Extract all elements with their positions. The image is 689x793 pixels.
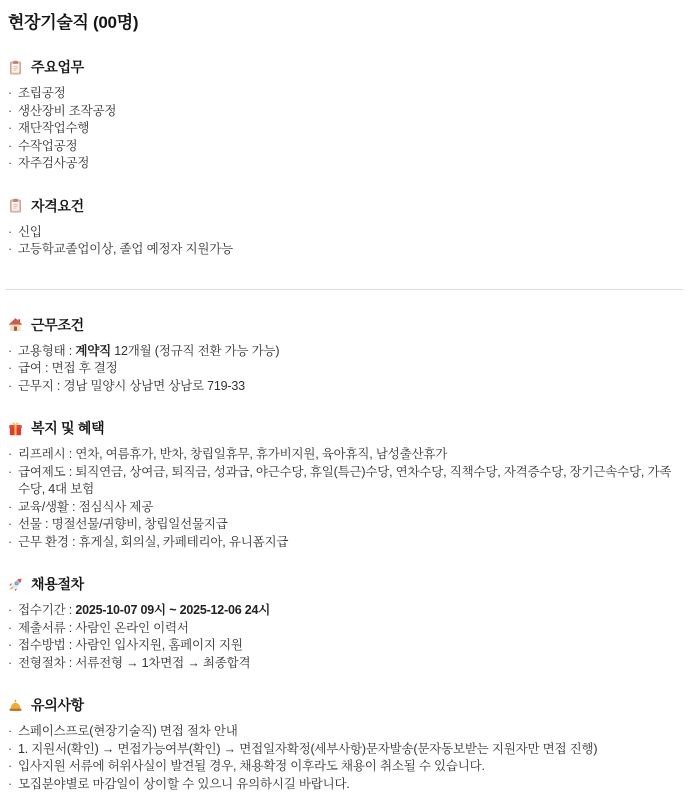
item-text [18,343,279,361]
item-text [18,360,118,378]
bullet-list [8,85,683,173]
item-text [18,655,250,673]
item-text [18,378,245,396]
bullet: · [8,343,18,361]
page-title: 현장기술직 (00명) [8,12,683,34]
list-item [8,776,683,793]
list-item [8,224,683,242]
item-text [18,446,447,464]
list-item [8,655,683,673]
bullet: · [8,103,18,121]
item-text-regular: 자주검사공정 [18,156,89,170]
item-text-regular: 1. 지원서(확인) → 면접가능여부(확인) → 면접일자확정(세부사항)문자발송(문자동보받는 지원자만 면접 진행) [18,742,597,756]
bell-icon [8,698,23,713]
bullet: · [8,499,18,517]
bullet: · [8,516,18,534]
bullet-list [8,723,683,793]
section-title: 자격요건 [31,197,84,215]
section-header [8,696,683,714]
item-text [18,776,350,793]
item-text-bold: 계약직 [75,344,111,358]
item-text [18,534,288,552]
list-item [8,602,683,620]
rocket-icon [8,577,23,592]
section-header [8,419,683,437]
section-notices [8,696,683,793]
bullet: · [8,776,18,793]
bullet-list [8,602,683,672]
item-text [18,103,116,121]
item-text-regular: 모집분야별로 마감일이 상이할 수 있으니 유의하시길 바랍니다. [18,777,350,791]
item-text [18,224,42,242]
item-text [18,241,233,259]
item-text-regular: 리프레시 : 연차, 여름휴가, 반차, 창립일휴무, 휴가비지원, 육아휴직, 남성출산휴가 [18,447,447,461]
section-hiring-process [8,575,683,672]
section-header [8,575,683,593]
list-item [8,446,683,464]
item-text-regular: 수작업공정 [18,139,77,153]
section-title: 주요업무 [31,58,84,76]
item-text-bold: 2025-10-07 09시 ~ 2025-12-06 24시 [75,603,270,617]
item-text [18,516,228,534]
bullet: · [8,741,18,759]
list-item [8,516,683,534]
section-header [8,197,683,215]
item-text-regular: 근무지 : 경남 밀양시 상남면 상남로 719-33 [18,379,245,393]
item-text-regular: 고등학교졸업이상, 졸업 예정자 지원가능 [18,242,233,256]
item-text [18,499,153,517]
bullet: · [8,241,18,259]
item-text-regular: 재단작업수행 [18,121,89,135]
item-text-regular: 전형절차 : 서류전형 → 1차면접 → 최종합격 [18,656,250,670]
section-header [8,58,683,76]
list-item [8,499,683,517]
bullet: · [8,637,18,655]
divider [6,289,683,290]
list-item [8,343,683,361]
list-item [8,620,683,638]
list-item [8,464,683,499]
bullet: · [8,723,18,741]
bullet: · [8,758,18,776]
list-item [8,741,683,759]
bullet: · [8,534,18,552]
item-text [18,741,597,759]
section-title: 근무조건 [31,316,84,334]
bullet-list [8,446,683,551]
list-item [8,723,683,741]
item-text-regular: 접수방법 : 사람인 입사지원, 홈페이지 지원 [18,638,243,652]
item-text-regular: 근무 환경 : 휴게실, 회의실, 카페테리아, 유니폼지급 [18,535,288,549]
bullet-list [8,224,683,259]
list-item [8,120,683,138]
section-work-conditions [8,316,683,396]
bullet-list [8,343,683,396]
item-text-regular: 생산장비 조작공정 [18,104,116,118]
item-text-regular: 교육/생활 : 점심식사 제공 [18,500,153,514]
item-text [18,138,77,156]
section-benefits [8,419,683,551]
item-text [18,602,270,620]
list-item [8,758,683,776]
item-text-regular: 조립공정 [18,86,66,100]
item-text-regular: 신입 [18,225,42,239]
item-text-regular: 제출서류 : 사람인 온라인 이력서 [18,621,189,635]
list-item [8,534,683,552]
item-text-regular: 12개월 (정규직 전환 가능 가능) [111,344,279,358]
house-icon [8,317,23,332]
clipboard-icon [8,198,23,213]
list-item [8,241,683,259]
item-text [18,637,243,655]
bullet: · [8,620,18,638]
item-text [18,155,89,173]
item-text [18,85,66,103]
bullet: · [8,360,18,378]
section-main-duties [8,58,683,173]
item-text [18,620,189,638]
bullet: · [8,464,18,499]
bullet: · [8,155,18,173]
list-item [8,378,683,396]
list-item [8,85,683,103]
bullet: · [8,378,18,396]
section-title: 유의사항 [31,696,84,714]
item-text-regular: 급여제도 : 퇴직연금, 상여금, 퇴직금, 성과급, 야근수당, 휴일(특근)수당, 연차수당, 직책수당, 자격증수당, 장기근속수당, 가족수당, 4대 보험 [18,465,671,497]
bullet: · [8,85,18,103]
item-text-regular: 접수기간 : [18,603,75,617]
item-text-regular: 선물 : 명절선물/귀향비, 창립일선물지급 [18,517,228,531]
item-text [18,758,485,776]
item-text-regular: 고용형태 : [18,344,75,358]
list-item [8,138,683,156]
bullet: · [8,446,18,464]
item-text [18,723,238,741]
bullet: · [8,138,18,156]
sections-container [8,58,683,793]
item-text-regular: 스페이스프로(현장기술직) 면접 절차 안내 [18,724,238,738]
bullet: · [8,655,18,673]
item-text-regular: 입사지원 서류에 허위사실이 발견될 경우, 채용확정 이후라도 채용이 취소될 수 있습니다. [18,759,485,773]
list-item [8,155,683,173]
list-item [8,103,683,121]
bullet: · [8,224,18,242]
section-title: 복지 및 혜택 [31,419,104,437]
gift-icon [8,421,23,436]
clipboard-icon [8,60,23,75]
bullet: · [8,602,18,620]
item-text [18,464,683,499]
list-item [8,637,683,655]
item-text-regular: 급여 : 면접 후 결정 [18,361,118,375]
bullet: · [8,120,18,138]
section-header [8,316,683,334]
list-item [8,360,683,378]
item-text [18,120,89,138]
section-title: 채용절차 [31,575,84,593]
section-qualifications [8,197,683,259]
